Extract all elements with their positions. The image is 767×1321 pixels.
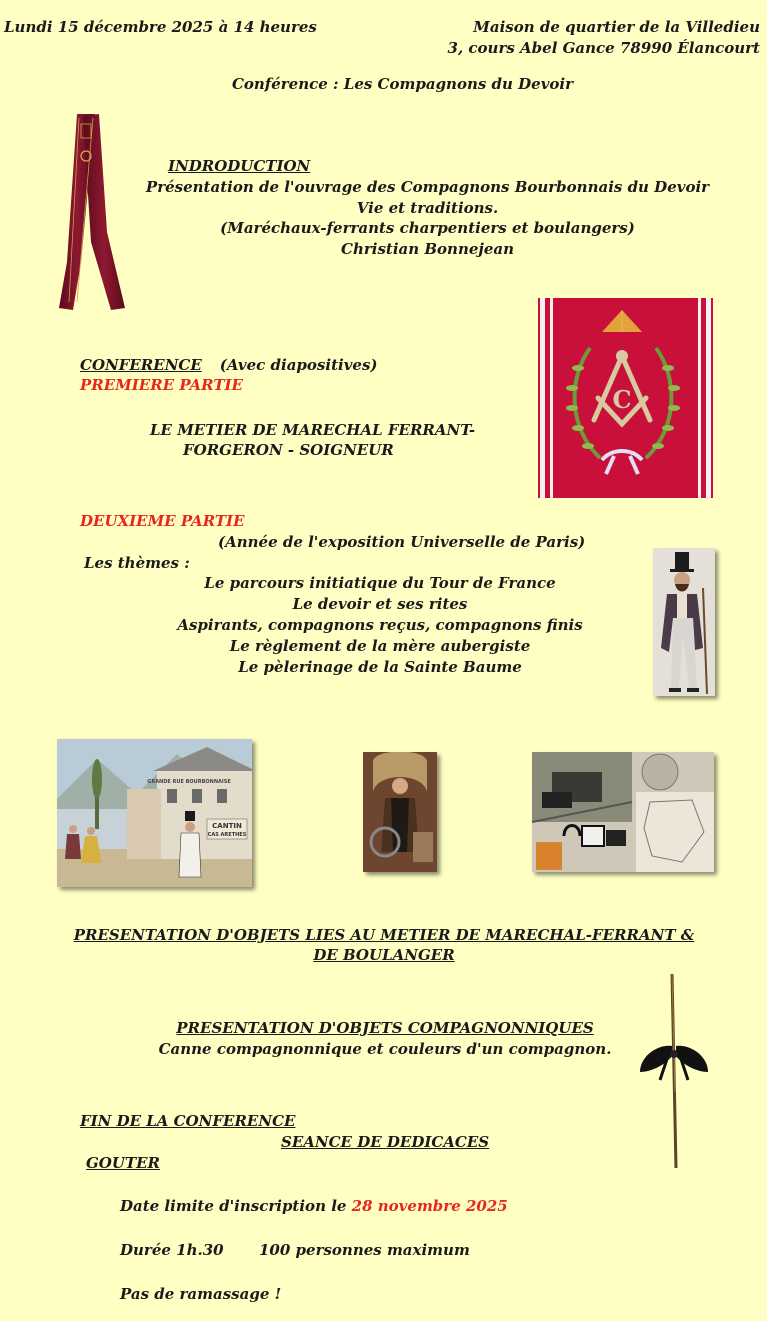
intro-heading: INDRODUCTION	[168, 157, 311, 175]
deadline-row	[120, 1196, 508, 1216]
seance-dedicaces: SEANCE DE DEDICACES	[281, 1133, 490, 1151]
compagnon-cane-image	[638, 972, 710, 1172]
objects-compagnonniques-sub: Canne compagnonnique et couleurs d'un compagnon.	[158, 1040, 612, 1058]
masonic-sash-image	[538, 298, 713, 498]
theme-item: Le pèlerinage de la Sainte Baume	[238, 658, 522, 676]
part2-label: DEUXIEME PARTIE	[80, 512, 245, 530]
compagnon-collage-image	[532, 752, 714, 872]
conference-title: Conférence : Les Compagnons du Devoir	[231, 75, 574, 93]
village-street-image	[57, 739, 252, 887]
part1-label: PREMIERE PARTIE	[80, 376, 243, 394]
deadline-label: Date limite d'inscription le	[120, 1197, 347, 1215]
part1-title-line-2: FORGERON - SOIGNEUR	[183, 441, 394, 459]
venue-line-1: Maison de quartier de la Villedieu	[473, 18, 760, 36]
objects-metier-line-2: DE BOULANGER	[313, 946, 455, 964]
objects-compagnonniques: PRESENTATION D'OBJETS COMPAGNONNIQUES	[176, 1019, 594, 1037]
theme-item: Aspirants, compagnons reçus, compagnons finis	[177, 616, 583, 634]
intro-line-4: Christian Bonnejean	[341, 240, 514, 258]
no-pickup: Pas de ramassage !	[120, 1285, 282, 1303]
ribbon-image	[55, 112, 130, 314]
fin-conference: FIN DE LA CONFERENCE	[80, 1112, 296, 1130]
intro-line-3: (Maréchaux-ferrants charpentiers et boulangers)	[220, 219, 635, 237]
conference-heading-row	[80, 355, 378, 375]
event-date: Lundi 15 décembre 2025 à 14 heures	[4, 18, 317, 36]
gouter: GOUTER	[86, 1154, 161, 1172]
themes-label: Les thèmes :	[84, 554, 190, 572]
theme-item: Le règlement de la mère aubergiste	[229, 637, 531, 655]
intro-line-2: Vie et traditions.	[356, 199, 499, 217]
deadline-date: 28 novembre 2025	[351, 1197, 508, 1215]
venue-line-2: 3, cours Abel Gance 78990 Élancourt	[447, 39, 760, 57]
duration: Durée 1h.30	[120, 1241, 224, 1259]
conference-heading: CONFERENCE	[80, 356, 202, 374]
shop-sign-label: GRANDE RUE BOURBONNAISE	[147, 779, 231, 785]
capacity: 100 personnes maximum	[259, 1241, 470, 1259]
cantin-sign-sublabel: CAS ARETHES	[207, 832, 247, 838]
conference-note: (Avec diapositives)	[219, 356, 378, 374]
part1-title-line-1: LE METIER DE MARECHAL FERRANT-	[150, 421, 476, 439]
compagnon-portrait-image	[653, 548, 715, 696]
blacksmith-poster-image	[363, 752, 437, 872]
svg-text:C: C	[612, 385, 632, 414]
theme-item: Le parcours initiatique du Tour de France	[204, 574, 556, 592]
part2-note: (Année de l'exposition Universelle de Paris)	[218, 533, 586, 551]
cantin-sign-label: CANTIN	[212, 822, 242, 830]
intro-line-1: Présentation de l'ouvrage des Compagnons Bourbonnais du Devoir	[145, 178, 710, 196]
theme-item: Le devoir et ses rites	[292, 595, 468, 613]
objects-metier-line-1: PRESENTATION D'OBJETS LIES AU METIER DE MARECHAL-FERRANT &	[73, 926, 695, 944]
